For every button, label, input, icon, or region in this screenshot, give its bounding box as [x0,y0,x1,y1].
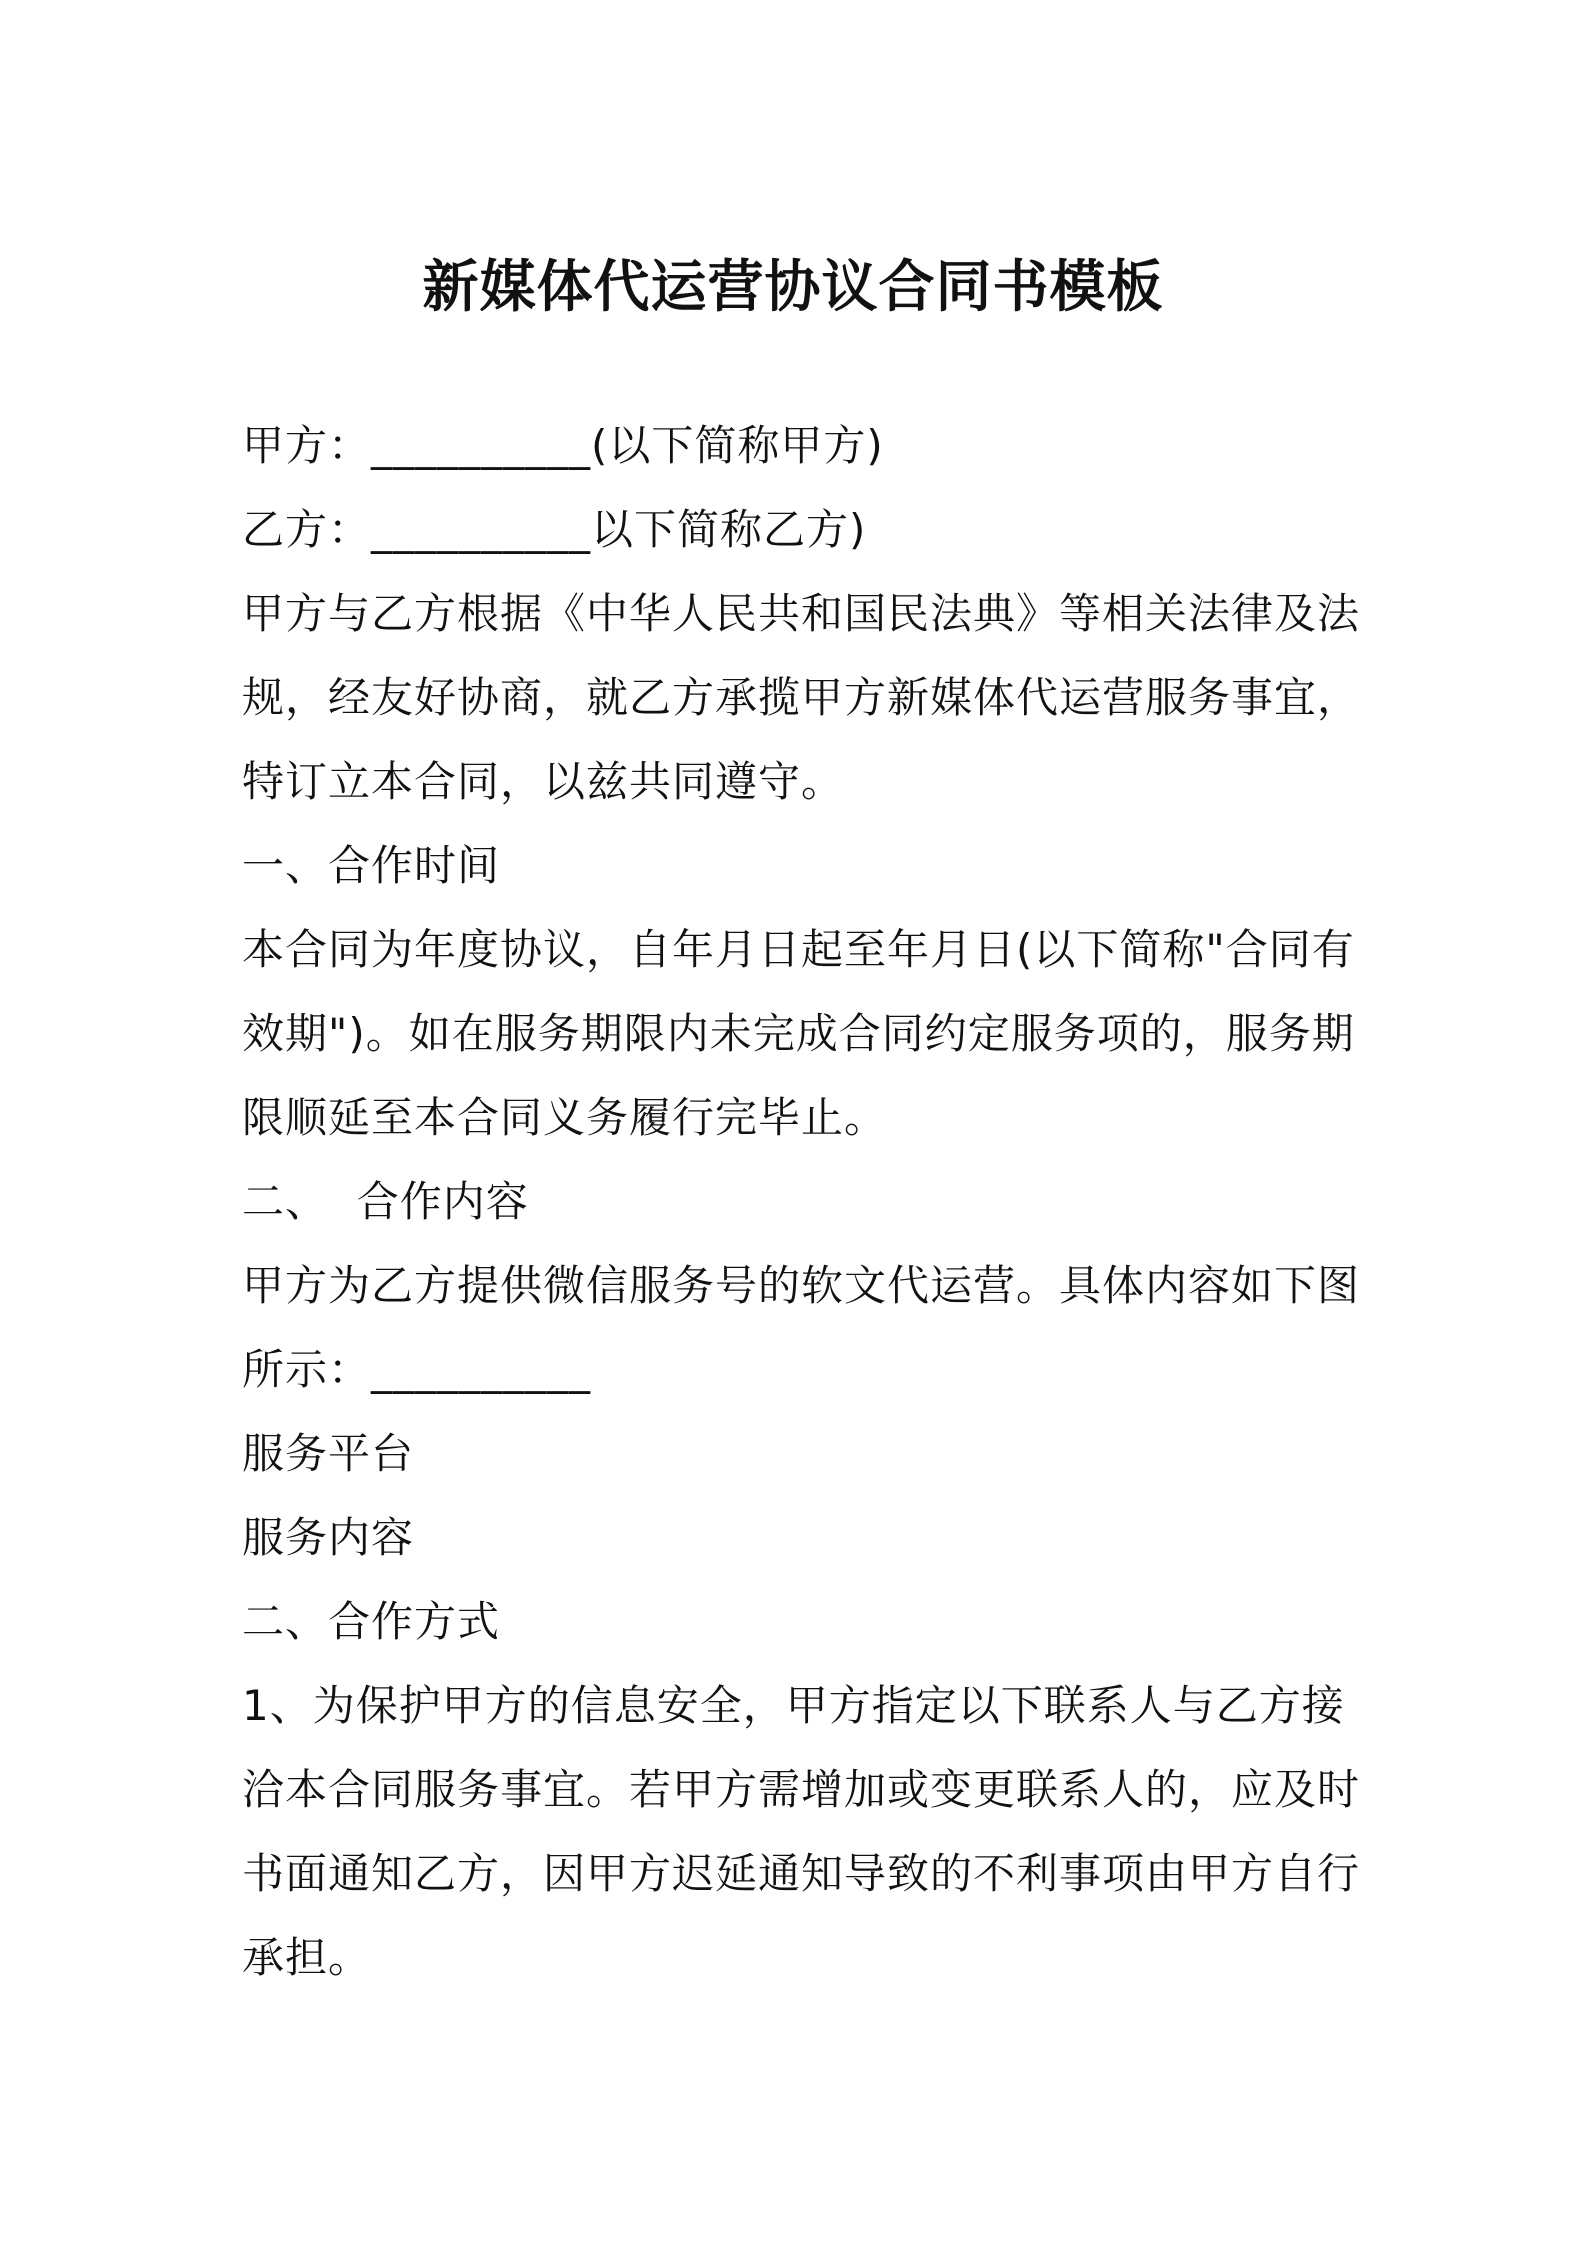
service-platform-label: 服务平台 [242,1429,415,1478]
cooperation-content-line-1: 甲方为乙方提供微信服务号的软文代运营。具体内容如下图 [242,1261,1361,1310]
cooperation-method-line-1: 1、为保护甲方的信息安全，甲方指定以下联系人与乙方接 [242,1681,1345,1730]
service-content-label: 服务内容 [242,1513,415,1562]
party-a-line: 甲方：__________(以下简称甲方) [242,421,884,470]
cooperation-method-line-2: 洽本合同服务事宜。若甲方需增加或变更联系人的，应及时 [242,1765,1361,1814]
cooperation-time-line-2: 效期")。如在服务期限内未完成合同约定服务项的，服务期 [242,1009,1355,1058]
section-heading-cooperation-method: 二、合作方式 [242,1597,501,1646]
document-body [242,404,1361,2000]
cooperation-time-line-1: 本合同为年度协议，自年月日起至年月日(以下简称"合同有 [242,925,1355,974]
cooperation-content-line-2: 所示：__________ [242,1345,592,1394]
cooperation-method-line-4: 承担。 [242,1933,372,1982]
cooperation-method-line-3: 书面通知乙方，因甲方迟延通知导致的不利事项由甲方自行 [242,1849,1361,1898]
document-title: 新媒体代运营协议合同书模板 [422,255,1164,320]
preamble-line-2: 规，经友好协商，就乙方承揽甲方新媒体代运营服务事宜， [242,673,1361,722]
section-heading-cooperation-time: 一、合作时间 [242,841,501,890]
preamble-line-3: 特订立本合同，以兹共同遵守。 [242,757,845,806]
cooperation-time-line-3: 限顺延至本合同义务履行完毕止。 [242,1093,888,1142]
section-heading-cooperation-content: 二、 合作内容 [242,1177,529,1226]
party-b-line: 乙方：__________以下简称乙方) [242,505,867,554]
preamble-line-1: 甲方与乙方根据《中华人民共和国民法典》等相关法律及法 [242,589,1361,638]
